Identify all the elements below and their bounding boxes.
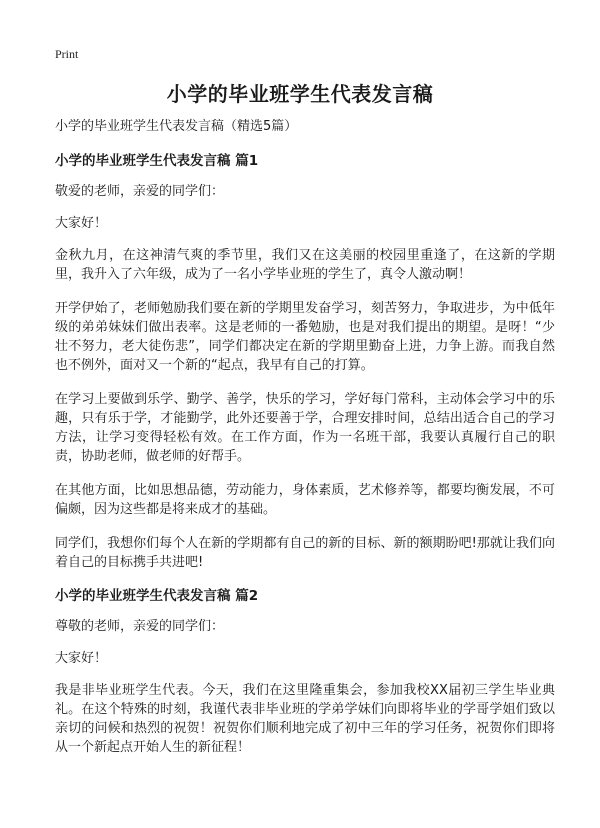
- paragraph: 在其他方面，比如思想品德，劳动能力，身体素质，艺术修养等，都要均衡发展，不可偏颇，因为这些都是将来成才的基础。: [55, 483, 555, 517]
- page-title: 小学的毕业班学生代表发言稿: [166, 82, 434, 106]
- section-2: [55, 587, 555, 757]
- paragraph: 在学习上要做到乐学、勤学、善学，快乐的学习，学好每门常科，主动体会学习中的乐趣，只有乐于学，才能勤学，此外还要善于学，合理安排时间，总结出适合自己的学习方法，让学习变得轻松有效。在工作方面，作为一名班干部，我要认真履行自己的职责，协助老师，做老师的好帮手。: [55, 392, 555, 464]
- section-heading: 小学的毕业班学生代表发言稿 篇1: [55, 153, 259, 169]
- paragraph: 我是非毕业班学生代表。今天，我们在这里隆重集会，参加我校XX届初三学生毕业典礼。在这个特殊的时刻，我谨代表非毕业班的学弟学妹们向即将毕业的学哥学姐们致以亲切的问候和热烈的祝贺！祝贺你们顺利地完成了初中三年的学习任务，祝贺你们即将从一个新起点开始人生的新征程！: [55, 683, 555, 755]
- greeting: 大家好！: [55, 651, 108, 666]
- paragraph: 开学伊始了，老师勉励我们要在新的学期里发奋学习，刻苦努力，争取进步，为中低年级的弟弟妹妹们做出表率。这是老师的一番勉励，也是对我们提出的期望。是呀！“少壮不努力，老大徒伤悲”，同学们都决定在新的学期里勤奋上进，力争上游。而我自然也不例外，面对又一个新的“起点，我早有自己的打算。: [55, 301, 555, 373]
- greeting: 大家好！: [55, 216, 108, 231]
- salutation: 敬爱的老师，亲爱的同学们：: [55, 184, 225, 199]
- print-link[interactable]: Print: [55, 47, 79, 61]
- document-subtitle: 小学的毕业班学生代表发言稿（精选5篇）: [55, 119, 298, 134]
- paragraph: 同学们，我想你们每个人在新的学期都有自己的新的目标、新的额期盼吧!那就让我们向着自己的目标携手共进吧!: [55, 536, 555, 570]
- document-body: [55, 118, 555, 772]
- section-heading: 小学的毕业班学生代表发言稿 篇2: [55, 588, 259, 604]
- salutation: 尊敬的老师，亲爱的同学们：: [55, 619, 225, 634]
- section-1: [55, 152, 555, 572]
- paragraph: 金秋九月，在这神清气爽的季节里，我们又在这美丽的校园里重逢了，在这新的学期里，我升入了六年级，成为了一名小学毕业班的学生了，真令人激动啊！: [55, 248, 555, 282]
